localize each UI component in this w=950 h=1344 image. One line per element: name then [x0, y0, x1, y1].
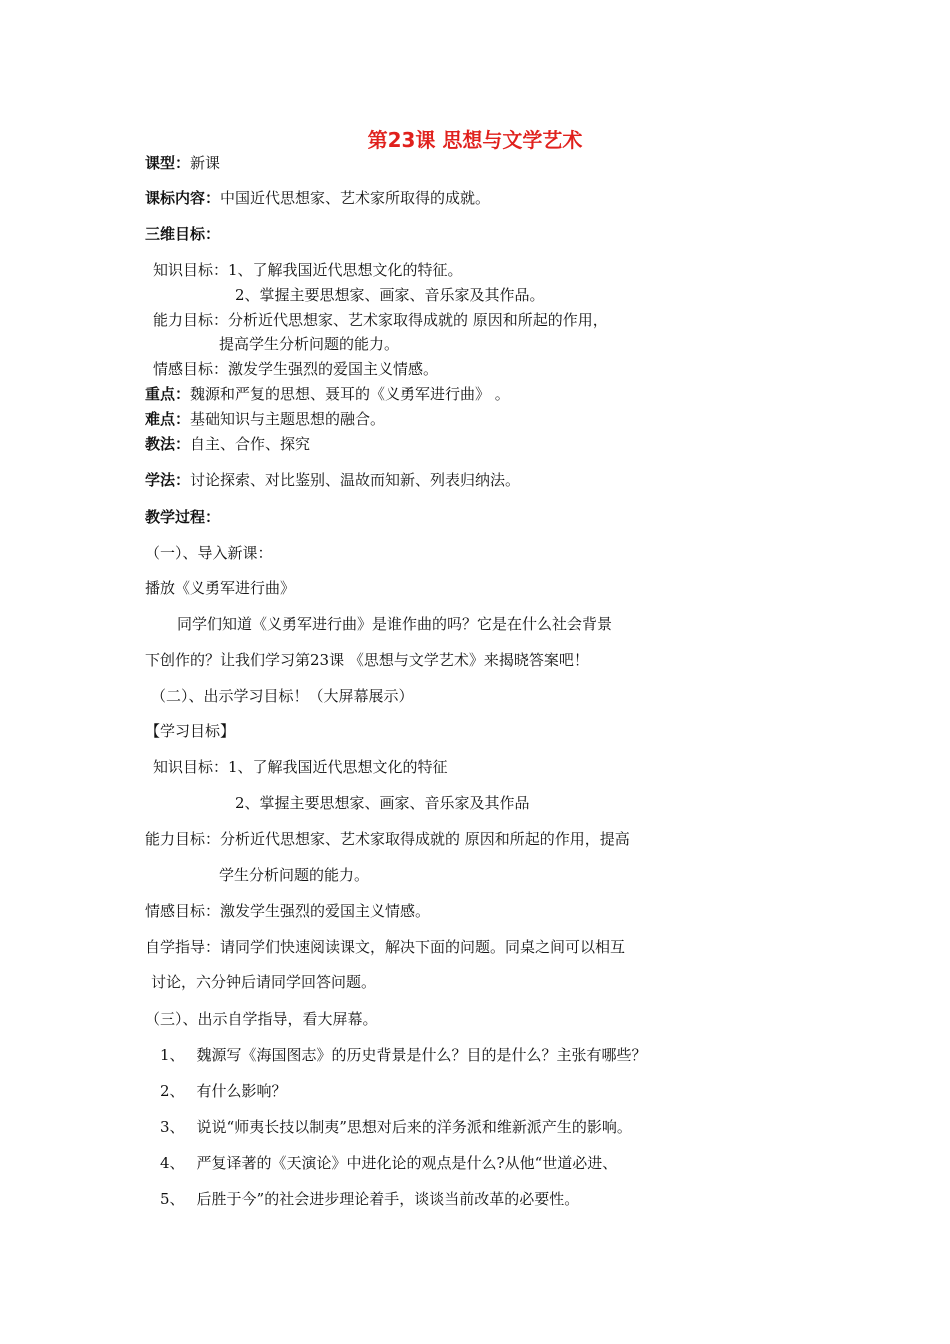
teaching-method-value: 自主、合作、探究 — [190, 435, 311, 453]
question-item — [160, 1081, 287, 1101]
play-song: 播放《义勇军进行曲》 — [145, 579, 296, 597]
question-item — [160, 1045, 647, 1065]
lesson-type — [145, 153, 220, 173]
difficult-point-value: 基础知识与主题思想的融合。 — [190, 410, 386, 428]
question-item — [160, 1189, 579, 1209]
goals-heading: 三维目标： — [145, 225, 221, 243]
learning-goal-2: 2、掌握主要思想家、画家、音乐家及其作品 — [235, 794, 530, 812]
question-number: 5、 — [160, 1190, 185, 1208]
lesson-type-value: 新课 — [190, 154, 221, 172]
knowledge-goal-1: 知识目标：1、了解我国近代思想文化的特征。 — [153, 261, 463, 279]
curriculum-standard-label: 课标内容： — [145, 189, 221, 207]
question-number: 4、 — [160, 1154, 185, 1172]
key-point-label: 重点： — [145, 385, 191, 403]
intro-question-2: 下创作的？让我们学习第23课 《思想与文学艺术》来揭晓答案吧！ — [145, 651, 589, 669]
ability-goal-1: 能力目标：分析近代思想家、艺术家取得成就的 原因和所起的作用， — [153, 311, 608, 329]
question-item — [160, 1117, 632, 1137]
curriculum-standard-value: 中国近代思想家、艺术家所取得的成就。 — [220, 189, 491, 207]
difficult-point — [145, 409, 385, 429]
question-item — [160, 1153, 617, 1173]
section-goals: （二）、出示学习目标！（大屏幕展示） — [151, 687, 414, 705]
teaching-method-label: 教法： — [145, 435, 191, 453]
learning-goal-4: 学生分析问题的能力。 — [219, 866, 370, 884]
key-point-value: 魏源和严复的思想、聂耳的《义勇军进行曲》 。 — [190, 385, 510, 403]
curriculum-standard — [145, 188, 490, 208]
knowledge-goal-2: 2、掌握主要思想家、画家、音乐家及其作品。 — [235, 286, 545, 304]
question-text: 后胜于今”的社会进步理论着手，谈谈当前改革的必要性。 — [196, 1190, 580, 1208]
emotion-goal: 情感目标：激发学生强烈的爱国主义情感。 — [153, 360, 439, 378]
learning-method-label: 学法： — [145, 471, 191, 489]
question-number: 1、 — [160, 1046, 185, 1064]
teaching-method — [145, 434, 310, 454]
lesson-title: 第23课 思想与文学艺术 — [367, 128, 583, 152]
self-study-guide-1: 自学指导：请同学们快速阅读课文，解决下面的问题。同桌之间可以相互 — [145, 938, 626, 956]
key-point — [145, 384, 510, 404]
learning-method — [145, 470, 520, 490]
process-heading: 教学过程： — [145, 508, 221, 526]
learning-goal-1: 知识目标：1、了解我国近代思想文化的特征 — [153, 758, 448, 776]
learning-goals-heading: 【学习目标】 — [145, 722, 236, 740]
question-text: 有什么影响？ — [196, 1082, 287, 1100]
question-text: 魏源写《海国图志》的历史背景是什么？目的是什么？主张有哪些？ — [196, 1046, 647, 1064]
intro-question-1: 同学们知道《义勇军进行曲》是谁作曲的吗？它是在什么社会背景 — [177, 615, 613, 633]
learning-goal-5: 情感目标：激发学生强烈的爱国主义情感。 — [145, 902, 431, 920]
question-number: 2、 — [160, 1082, 185, 1100]
learning-goal-3: 能力目标：分析近代思想家、艺术家取得成就的 原因和所起的作用，提高 — [145, 830, 630, 848]
learning-method-value: 讨论探索、对比鉴别、温故而知新、列表归纳法。 — [190, 471, 521, 489]
lesson-type-label: 课型： — [145, 154, 191, 172]
question-text: 说说“师夷长技以制夷”思想对后来的洋务派和维新派产生的影响。 — [196, 1118, 632, 1136]
question-number: 3、 — [160, 1118, 185, 1136]
ability-goal-2: 提高学生分析问题的能力。 — [219, 335, 400, 353]
difficult-point-label: 难点： — [145, 410, 191, 428]
section-self-study: （三）、出示自学指导，看大屏幕。 — [145, 1010, 378, 1028]
self-study-guide-2: 讨论，六分钟后请同学回答问题。 — [151, 973, 377, 991]
section-intro: （一）、导入新课： — [145, 544, 273, 562]
question-text: 严复译著的《天演论》中进化论的观点是什么?从他“世道必进、 — [196, 1154, 618, 1172]
